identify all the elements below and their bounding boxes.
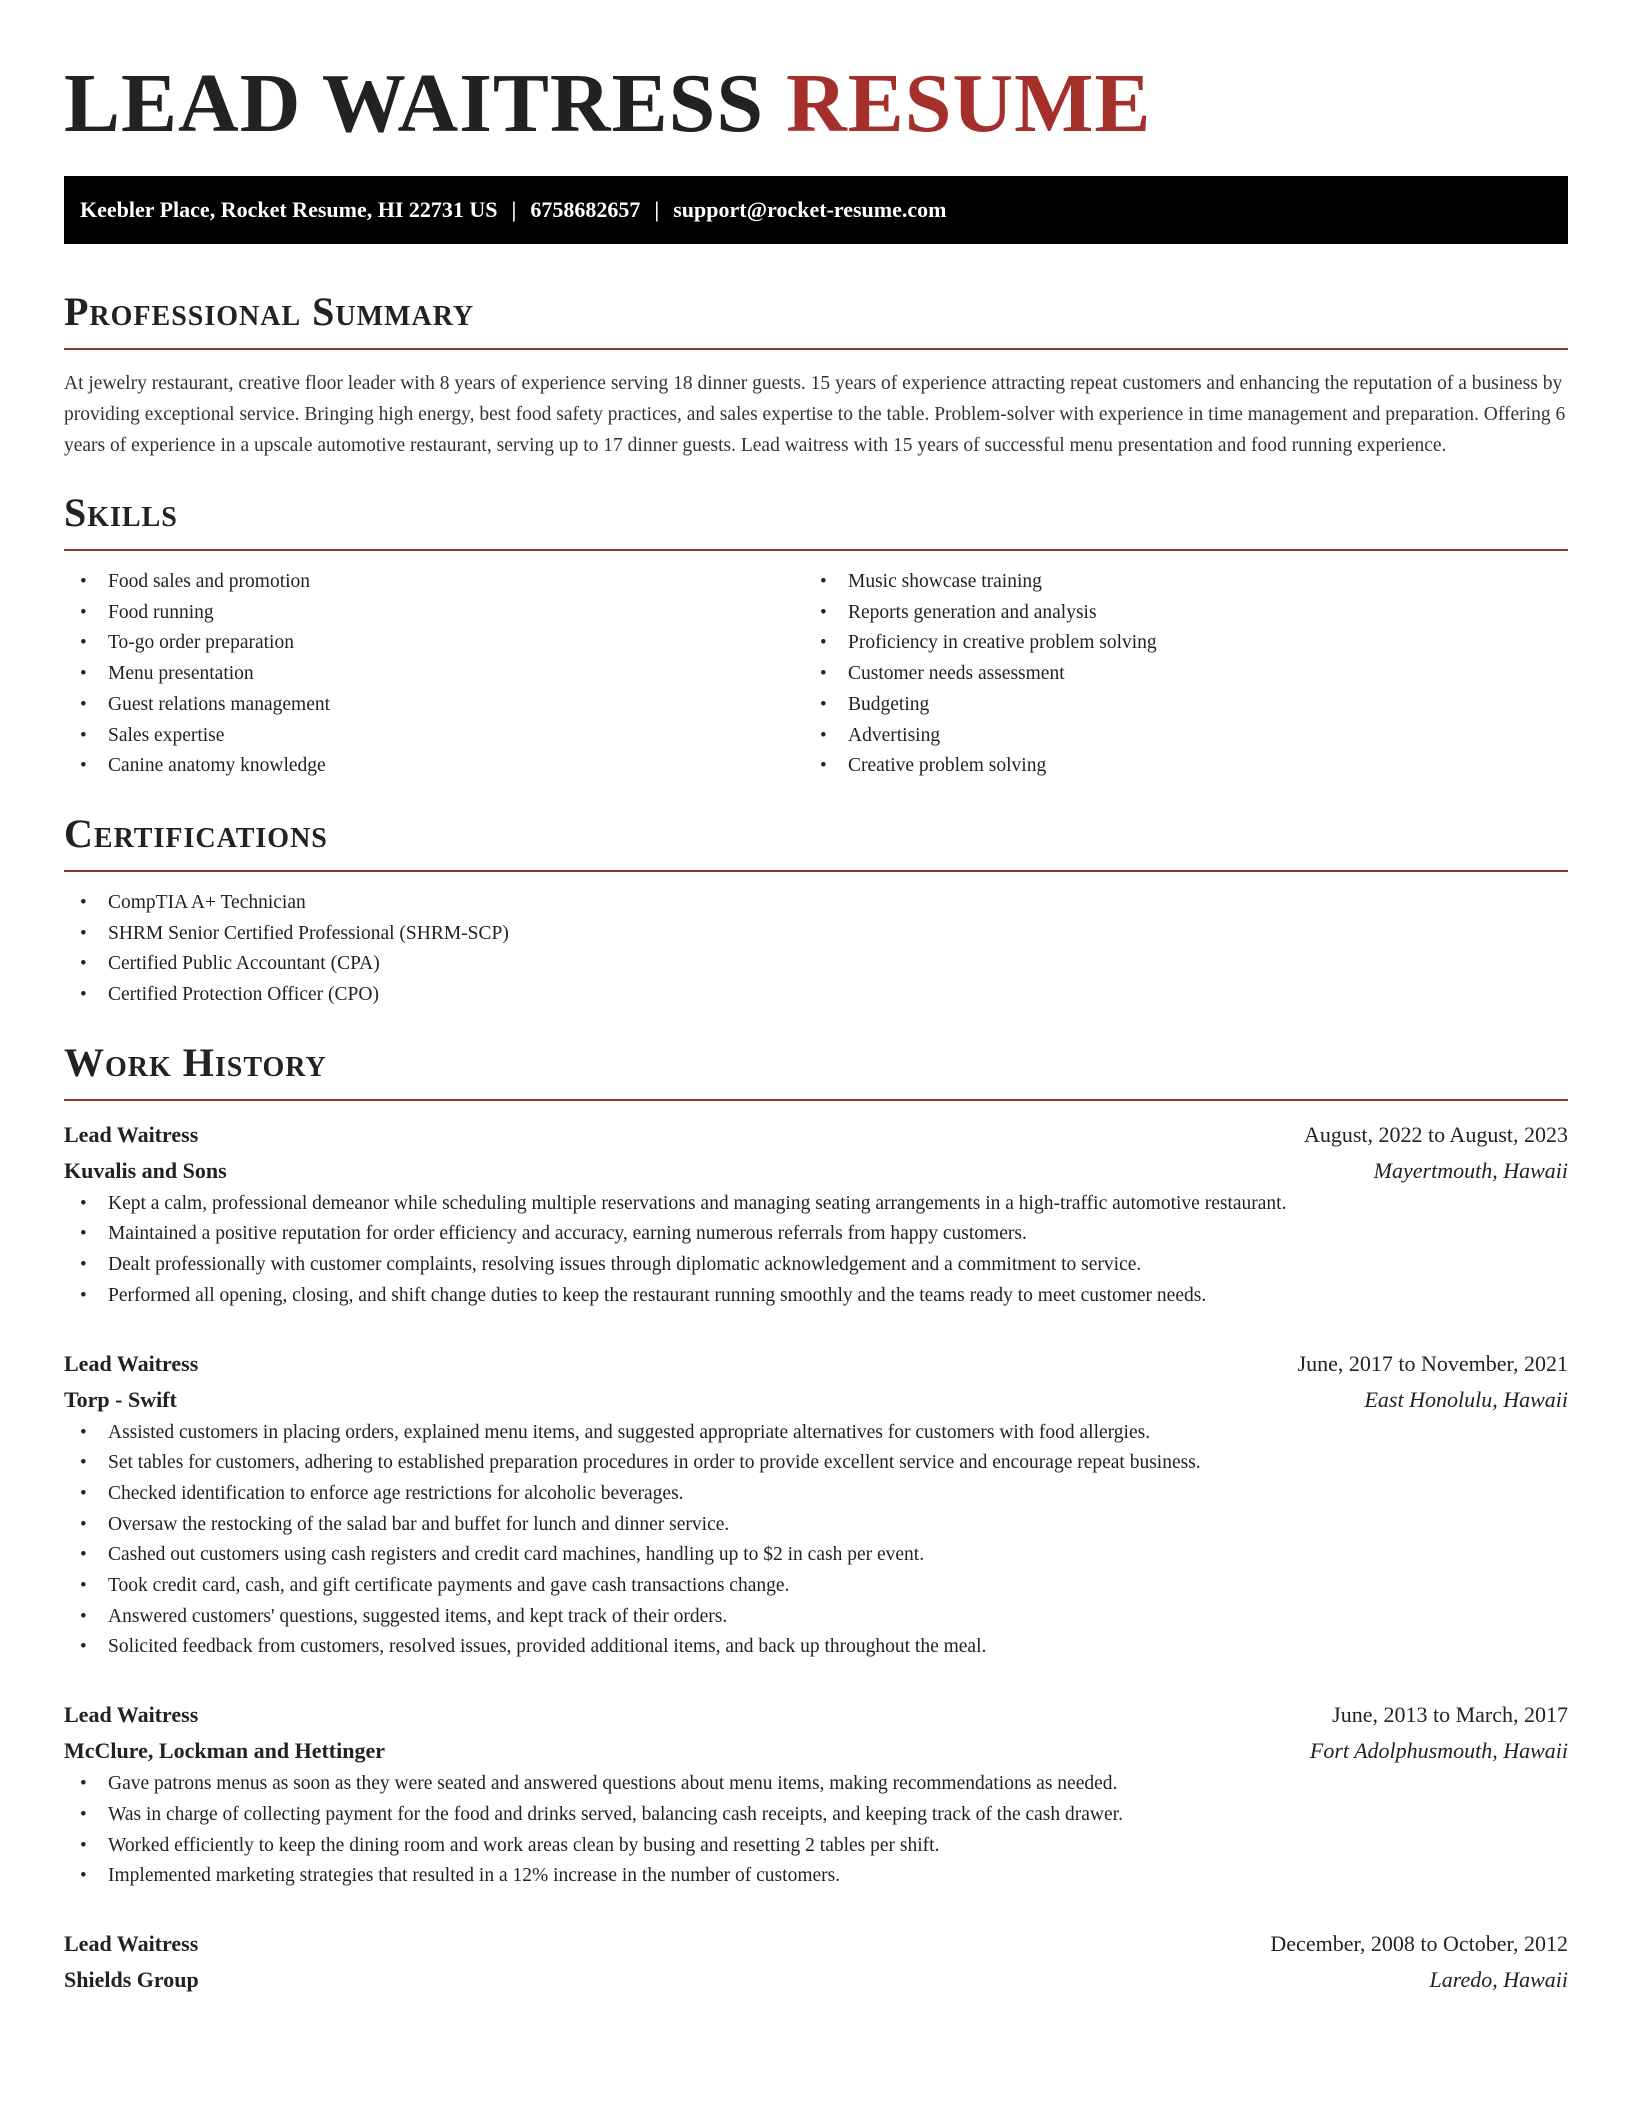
job-duty-item: • Took credit card, cash, and gift certificate payments and gave cash transactions change. <box>64 1571 1568 1602</box>
job-entry <box>64 1346 1568 1664</box>
job-duty-item: • Solicited feedback from customers, resolved issues, provided additional items, and back up throughout the meal. <box>64 1632 1568 1663</box>
job-company-row <box>64 1153 1568 1189</box>
job-entry <box>64 1697 1568 1892</box>
contact-bar <box>64 176 1568 244</box>
contact-separator: | <box>511 197 517 222</box>
skill-item: • Proficiency in creative problem solving <box>804 628 1544 659</box>
skill-item: • Music showcase training <box>804 567 1544 598</box>
certification-item: • CompTIA A+ Technician <box>64 888 1568 919</box>
skill-item: • Food running <box>64 598 804 629</box>
job-duty-item: • Checked identification to enforce age restrictions for alcoholic beverages. <box>64 1479 1568 1510</box>
job-location: Fort Adolphusmouth, Hawaii <box>1309 1738 1568 1764</box>
job-duty-item: • Maintained a positive reputation for order efficiency and accuracy, earning numerous referrals from happy customers. <box>64 1219 1568 1250</box>
job-location: Laredo, Hawaii <box>1429 1966 1568 1992</box>
job-dates: June, 2017 to November, 2021 <box>1297 1350 1568 1376</box>
job-entry <box>64 1926 1568 1998</box>
skill-item: • Sales expertise <box>64 721 804 752</box>
skills-list-left <box>64 567 804 782</box>
job-dates: August, 2022 to August, 2023 <box>1303 1121 1568 1147</box>
job-duty-item: • Implemented marketing strategies that resulted in a 12% increase in the number of customers. <box>64 1861 1568 1892</box>
skill-item: • Menu presentation <box>64 659 804 690</box>
skill-item: • Food sales and promotion <box>64 567 804 598</box>
job-duty-item: • Dealt professionally with customer complaints, resolving issues through diplomatic acknowledgement and a commitment to service. <box>64 1250 1568 1281</box>
job-duty-item: • Kept a calm, professional demeanor while scheduling multiple reservations and managing seating arrangements in a high-traffic automotive restaurant. <box>64 1189 1568 1220</box>
job-duty-item: • Worked efficiently to keep the dining room and work areas clean by busing and resetting 2 tables per shift. <box>64 1831 1568 1862</box>
section-divider <box>64 1099 1568 1101</box>
section-heading-summary: Professional Summary <box>64 289 475 334</box>
job-dates: June, 2013 to March, 2017 <box>1332 1702 1568 1728</box>
skills-section <box>64 487 1568 782</box>
job-location: East Honolulu, Hawaii <box>1364 1386 1568 1412</box>
contact-phone: 6758682657 <box>530 197 641 222</box>
job-duty-item: • Performed all opening, closing, and shift change duties to keep the restaurant running smoothly and the teams ready to meet customer needs. <box>64 1281 1568 1312</box>
job-company: McClure, Lockman and Hettinger <box>64 1738 386 1764</box>
job-title-row <box>64 1117 1568 1153</box>
skill-item: • Budgeting <box>804 690 1544 721</box>
job-duty-item: • Was in charge of collecting payment for the food and drinks served, balancing cash receipts, and keeping track of the cash drawer. <box>64 1800 1568 1831</box>
title-accent: RESUME <box>786 57 1152 150</box>
page-title <box>64 0 1568 152</box>
job-duties-list <box>64 1769 1568 1892</box>
skill-item: • Canine anatomy knowledge <box>64 751 804 782</box>
skill-item: • Creative problem solving <box>804 751 1544 782</box>
job-company: Kuvalis and Sons <box>64 1157 227 1183</box>
certifications-list <box>64 888 1568 1011</box>
certifications-section <box>64 808 1568 1011</box>
skill-item: • Guest relations management <box>64 690 804 721</box>
skills-list-right <box>804 567 1544 782</box>
job-duty-item: • Assisted customers in placing orders, explained menu items, and suggested appropriate alternatives for customers with food allergies. <box>64 1418 1568 1449</box>
job-title: Lead Waitress <box>64 1121 199 1147</box>
job-company-row <box>64 1382 1568 1418</box>
summary-text: At jewelry restaurant, creative floor leader with 8 years of experience serving 18 dinner guests. 15 years of experience attracting repeat customers and enhancing the reputation of a business by providing exceptional service. Bringing high energy, best food safety practices, and sales expertise to the table. Problem-solver with experience in time management and preparation. Offering 6 years of experience in a upscale automotive restaurant, serving up to 17 dinner guests. Lead waitress with 15 years of successful menu presentation and food running experience. <box>64 373 1566 456</box>
certification-item: • Certified Public Accountant (CPA) <box>64 949 1568 980</box>
job-dates: December, 2008 to October, 2012 <box>1270 1930 1568 1956</box>
resume-page <box>64 0 1568 1998</box>
job-duty-item: • Answered customers' questions, suggested items, and kept track of their orders. <box>64 1602 1568 1633</box>
contact-separator: | <box>654 197 660 222</box>
title-main: LEAD WAITRESS <box>64 57 765 150</box>
job-company: Torp - Swift <box>64 1386 177 1412</box>
job-duty-item: • Oversaw the restocking of the salad bar and buffet for lunch and dinner service. <box>64 1510 1568 1541</box>
certification-item: • SHRM Senior Certified Professional (SHRM-SCP) <box>64 919 1568 950</box>
work-history-section <box>64 1037 1568 1998</box>
job-duty-item: • Cashed out customers using cash registers and credit card machines, handling up to $2 in cash per event. <box>64 1540 1568 1571</box>
skill-item: • Reports generation and analysis <box>804 598 1544 629</box>
job-company-row <box>64 1733 1568 1769</box>
job-duty-item: • Gave patrons menus as soon as they were seated and answered questions about menu items, making recommendations as needed. <box>64 1769 1568 1800</box>
skill-item: • To-go order preparation <box>64 628 804 659</box>
job-location: Mayertmouth, Hawaii <box>1373 1157 1568 1183</box>
section-divider <box>64 870 1568 872</box>
job-title-row <box>64 1346 1568 1382</box>
section-heading-skills: Skills <box>64 490 178 535</box>
contact-address: Keebler Place, Rocket Resume, HI 22731 US <box>80 197 498 222</box>
job-duties-list <box>64 1189 1568 1312</box>
job-duties-list <box>64 1418 1568 1664</box>
section-divider <box>64 549 1568 551</box>
job-company-row <box>64 1962 1568 1998</box>
job-title: Lead Waitress <box>64 1930 199 1956</box>
job-entry <box>64 1117 1568 1312</box>
job-title-row <box>64 1697 1568 1733</box>
job-title-row <box>64 1926 1568 1962</box>
section-divider <box>64 348 1568 350</box>
certification-item: • Certified Protection Officer (CPO) <box>64 980 1568 1011</box>
contact-email: support@rocket-resume.com <box>673 197 947 222</box>
skill-item: • Customer needs assessment <box>804 659 1544 690</box>
section-heading-work-history: Work History <box>64 1039 327 1085</box>
job-title: Lead Waitress <box>64 1350 199 1376</box>
section-heading-certifications: Certifications <box>64 810 328 856</box>
job-duty-item: • Set tables for customers, adhering to established preparation procedures in order to provide excellent service and encourage repeat business. <box>64 1448 1568 1479</box>
summary-section <box>64 286 1568 461</box>
job-title: Lead Waitress <box>64 1702 199 1728</box>
skill-item: • Advertising <box>804 721 1544 752</box>
job-company: Shields Group <box>64 1966 199 1992</box>
skills-columns <box>64 567 1568 782</box>
